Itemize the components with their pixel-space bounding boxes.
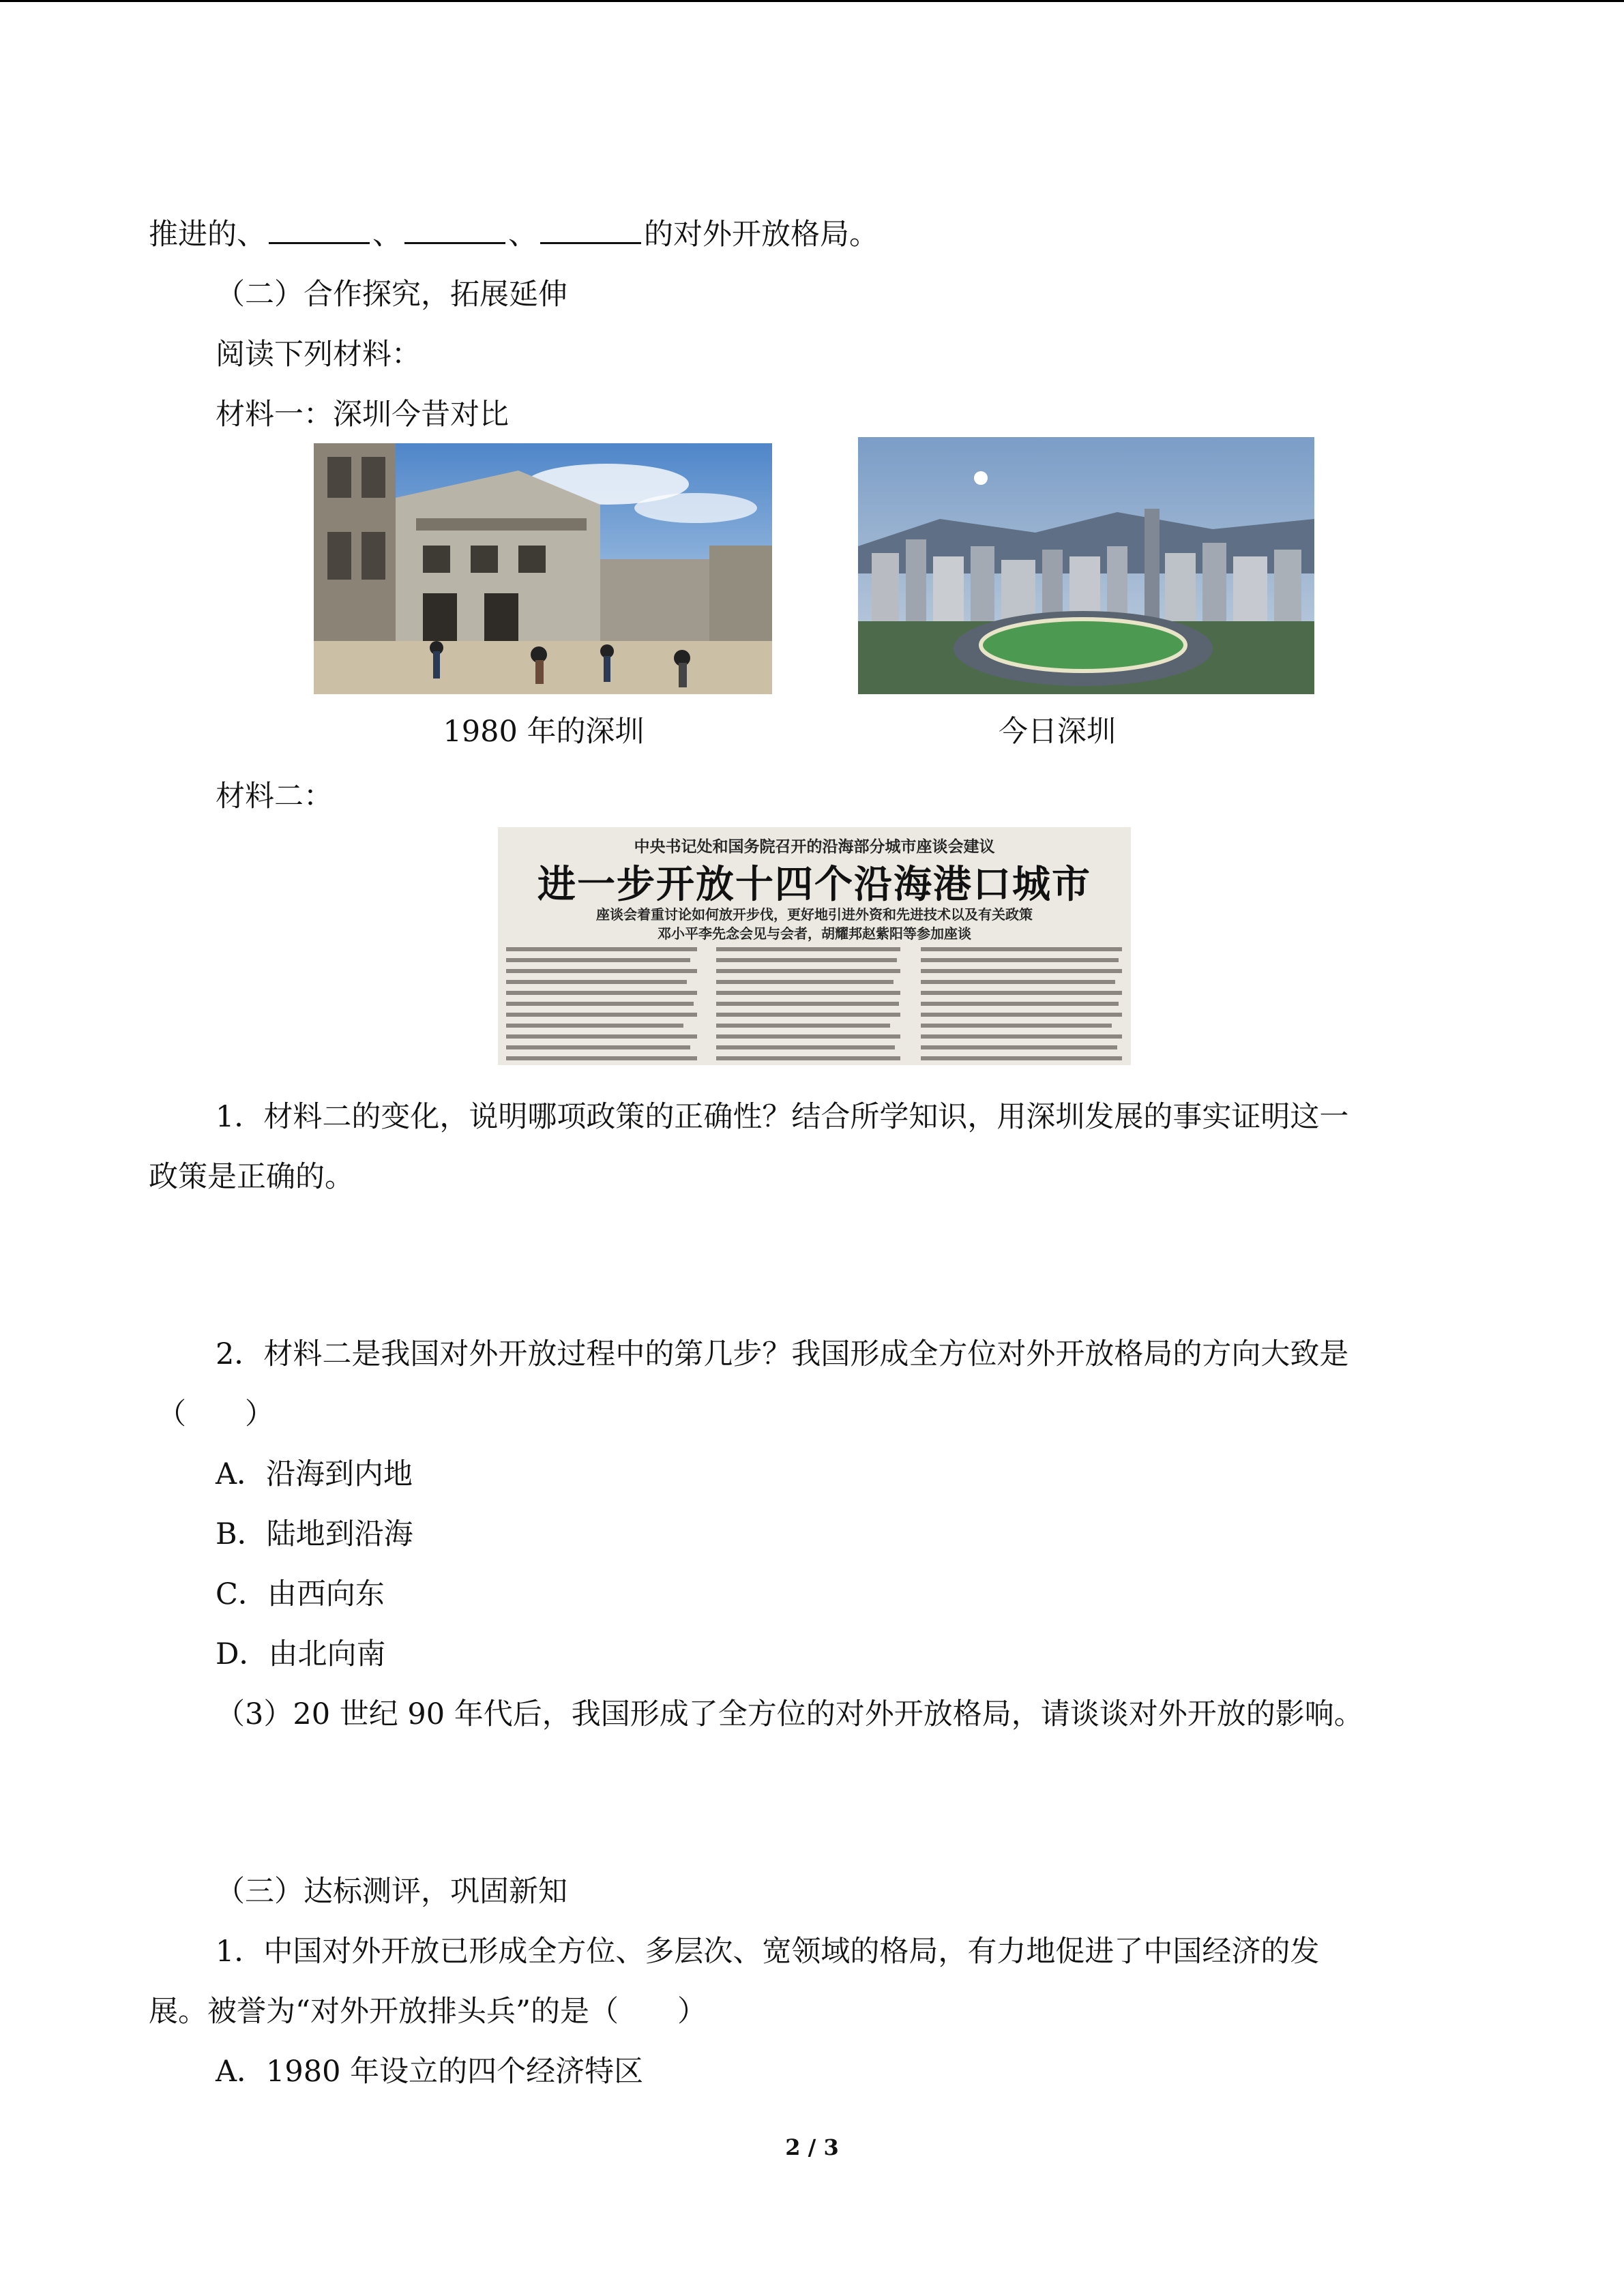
newspaper-subhead-1: 座谈会着重讨论如何放开步伐，更好地引进外资和先进技术以及有关政策 bbox=[596, 906, 1033, 923]
test-option-a: A．1980 年设立的四个经济特区 bbox=[216, 2055, 644, 2089]
caption-shenzhen-1980: 1980 年的深圳 bbox=[443, 715, 645, 749]
question-3: （3）20 世纪 90 年代后，我国形成了全方位的对外开放格局，请谈谈对外开放的影响。 bbox=[216, 1697, 1363, 1731]
caption-shenzhen-today: 今日深圳 bbox=[999, 715, 1116, 749]
option-c: C．由西向东 bbox=[216, 1577, 385, 1611]
blank-1 bbox=[269, 215, 370, 244]
text-fragment: 、 bbox=[508, 218, 537, 252]
blank-3 bbox=[540, 215, 641, 244]
blank-2 bbox=[404, 215, 505, 244]
fill-in-line bbox=[149, 214, 879, 255]
test-question-1-line-2: 展。被誉为“对外开放排头兵”的是（ ） bbox=[149, 1995, 707, 2029]
material-1-label: 材料一：深圳今昔对比 bbox=[216, 398, 509, 432]
text-fragment: 的对外开放格局。 bbox=[644, 218, 879, 252]
read-instruction: 阅读下列材料： bbox=[216, 338, 421, 372]
text-fragment: 、 bbox=[372, 218, 402, 252]
newspaper-clipping bbox=[498, 827, 1131, 1065]
shenzhen-1980-photo bbox=[314, 443, 772, 694]
top-border bbox=[0, 0, 1624, 2]
option-b: B．陆地到沿海 bbox=[216, 1517, 413, 1551]
newspaper-subhead-2: 邓小平李先念会见与会者，胡耀邦赵紫阳等参加座谈 bbox=[658, 925, 971, 942]
newspaper-headline: 进一步开放十四个沿海港口城市 bbox=[537, 863, 1091, 907]
section-heading-2: （二）合作探究，拓展延伸 bbox=[216, 278, 567, 312]
option-a: A．沿海到内地 bbox=[216, 1457, 413, 1491]
newspaper-kicker: 中央书记处和国务院召开的沿海部分城市座谈会建议 bbox=[634, 838, 995, 856]
text-fragment: 推进的、 bbox=[149, 218, 266, 252]
option-d: D．由北向南 bbox=[216, 1637, 386, 1671]
question-2-line-2: （ ） bbox=[157, 1397, 274, 1431]
section-heading-3: （三）达标测评，巩固新知 bbox=[216, 1875, 567, 1909]
test-question-1-line-1: 1．中国对外开放已形成全方位、多层次、宽领域的格局，有力地促进了中国经济的发 bbox=[216, 1935, 1320, 1969]
newspaper-body-text bbox=[498, 943, 1131, 1065]
page-number: 2 / 3 bbox=[785, 2134, 839, 2160]
material-2-label: 材料二： bbox=[216, 779, 333, 814]
question-1-line-2: 政策是正确的。 bbox=[149, 1160, 354, 1194]
question-2-line-1: 2．材料二是我国对外开放过程中的第几步？我国形成全方位对外开放格局的方向大致是 bbox=[216, 1337, 1349, 1371]
shenzhen-today-photo bbox=[858, 437, 1314, 694]
question-1-line-1: 1．材料二的变化，说明哪项政策的正确性？结合所学知识，用深圳发展的事实证明这一 bbox=[216, 1100, 1349, 1134]
